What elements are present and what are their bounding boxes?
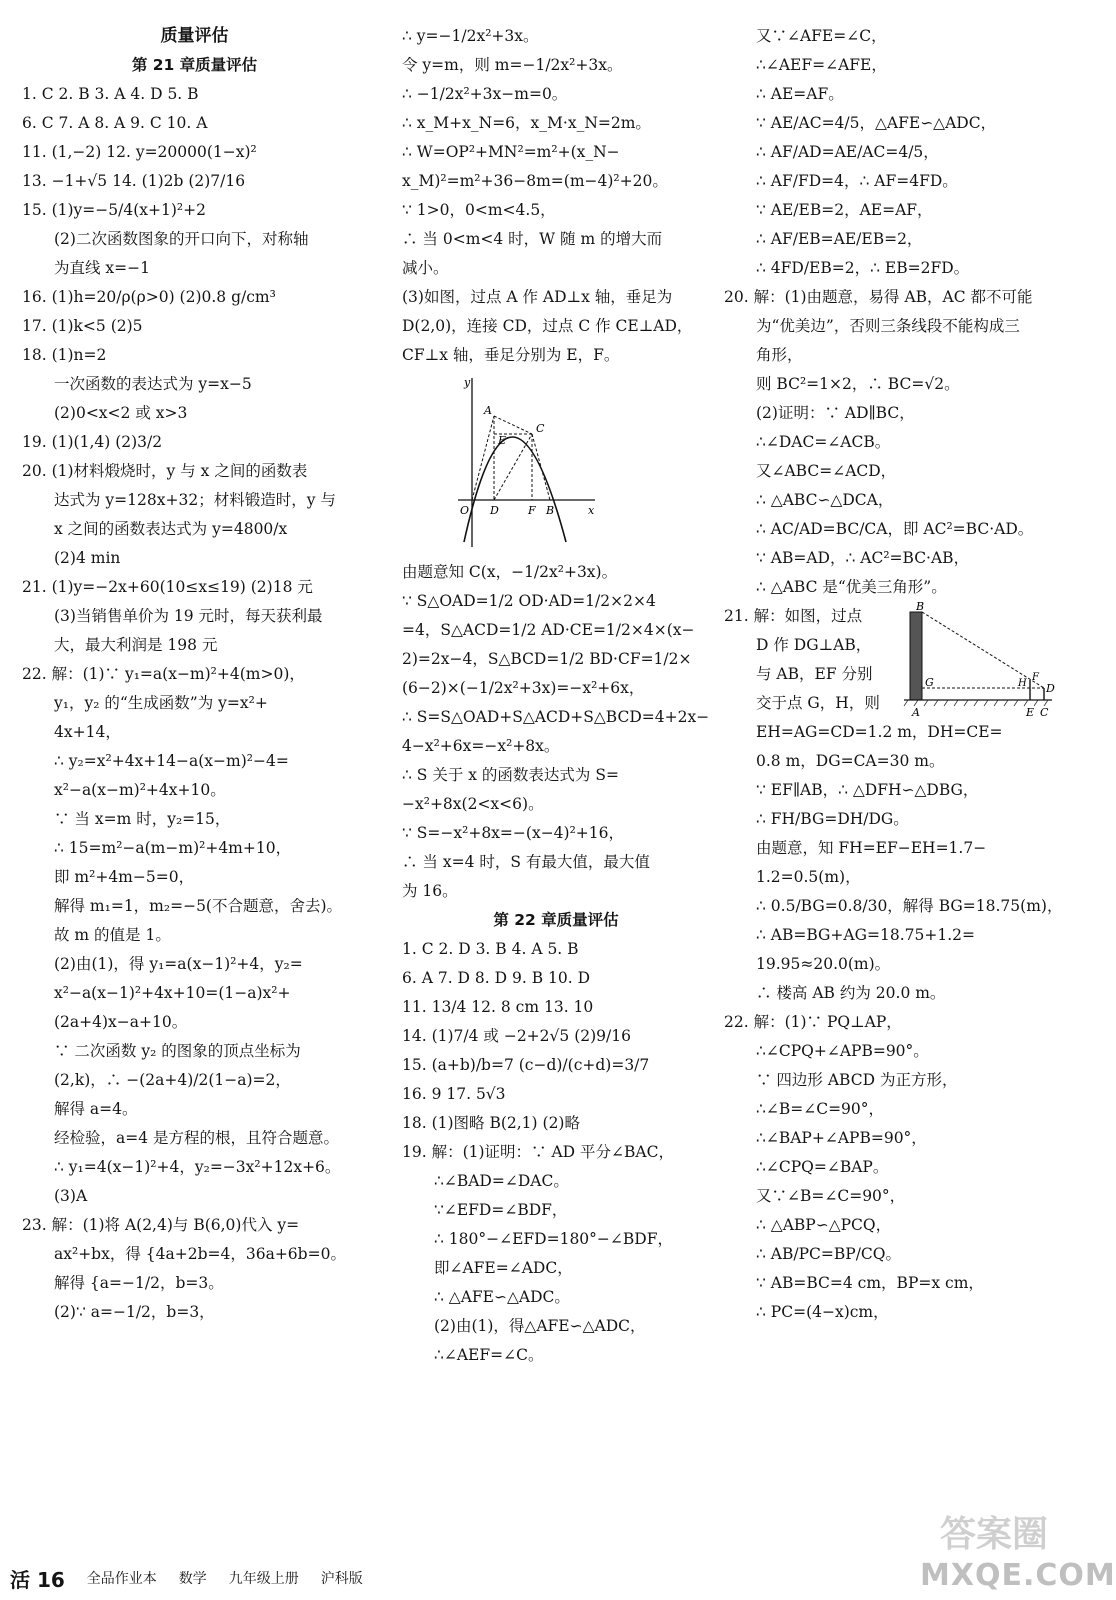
text-line: 解得 a=4。 xyxy=(54,1100,138,1118)
text-line: ∵ AE/AC=4/5，△AFE∽△ADC， xyxy=(756,114,997,132)
text-line: (2a+4)x−a+10。 xyxy=(54,1013,188,1031)
text-line: 19.95≈20.0(m)。 xyxy=(756,955,891,973)
text-line: 故 m 的值是 1。 xyxy=(54,926,171,944)
text-line: 17. (1)k<5 (2)5 xyxy=(22,317,143,335)
label-x: x xyxy=(588,504,595,517)
text-line: ∵ 二次函数 y₂ 的图象的顶点坐标为 xyxy=(54,1042,301,1060)
text-line: D 作 DG⊥AB， xyxy=(756,636,872,654)
answer-19-20 xyxy=(724,22,1060,602)
text-line: 经检验，a=4 是方程的根，且符合题意。 xyxy=(54,1129,340,1147)
column-middle xyxy=(402,22,710,1370)
text-line: ∴ AB/PC=BP/CQ。 xyxy=(756,1245,901,1263)
text-line: 解得 m₁=1，m₂=−5(不合题意，舍去)。 xyxy=(54,897,343,915)
text-line: 11. (1,−2) 12. y=20000(1−x)² xyxy=(22,143,257,161)
text-line: ∴ x_M+x_N=6，x_M·x_N=2m。 xyxy=(402,114,651,132)
text-line: ∵ 当 x=m 时，y₂=15， xyxy=(54,810,231,828)
tower-label-g: G xyxy=(925,676,934,689)
text-line: 大，最大利润是 198 元 xyxy=(54,636,218,654)
chapter-22-title: 第 22 章质量评估 xyxy=(493,911,619,929)
text-line: (3)如图，过点 A 作 AD⊥x 轴，垂足为 xyxy=(402,288,673,306)
text-line: 1. C 2. D 3. B 4. A 5. B xyxy=(402,940,579,958)
text-line: ∵ AE/EB=2，AE=AF， xyxy=(756,201,933,219)
text-line: 4−x²+6x=−x²+8x。 xyxy=(402,737,560,755)
text-line: 22. 解：(1)∵ y₁=a(x−m)²+4(m>0)， xyxy=(22,665,305,683)
tower-label-h: H xyxy=(1018,678,1027,689)
text-line: ∴ 15=m²−a(m−m)²+4m+10， xyxy=(54,839,292,857)
subject-name: 数学 xyxy=(178,1571,207,1587)
text-line: 11. 13/4 12. 8 cm 13. 10 xyxy=(402,998,594,1016)
sight-line xyxy=(922,612,1044,688)
text-line: (2)由(1)，得△AFE∽△ADC， xyxy=(434,1317,646,1335)
text-line: (2)证明：∵ AD∥BC， xyxy=(756,404,915,422)
text-line: ∴ y₂=x²+4x+14−a(x−m)²−4= xyxy=(54,752,289,770)
text-line: 令 y=m，则 m=−1/2x²+3x。 xyxy=(402,56,623,74)
answer-21-22 xyxy=(724,718,1063,1327)
text-line: ∵ 四边形 ABCD 为正方形， xyxy=(756,1071,958,1089)
text-line: 16. 9 17. 5√3 xyxy=(402,1085,506,1103)
text-line: ∴∠BAP+∠APB=90°， xyxy=(756,1129,927,1147)
text-line: ∴∠AEF=∠AFE， xyxy=(756,56,887,74)
text-line: 4x+14， xyxy=(54,723,121,741)
answer-23-area xyxy=(402,558,710,906)
text-line: 14. (1)7/4 或 −2+2√5 (2)9/16 xyxy=(402,1027,631,1045)
segment-ac xyxy=(494,416,532,434)
text-line: 又∵∠B=∠C=90°， xyxy=(756,1187,906,1205)
text-line: ∴ y₁=4(x−1)²+4，y₂=−3x²+12x+6。 xyxy=(54,1158,341,1176)
text-line: 19. 解：(1)证明：∵ AD 平分∠BAC， xyxy=(402,1143,674,1161)
text-line: ∴ 0.5/BG=0.8/30，解得 BG=18.75(m)， xyxy=(756,897,1063,915)
text-line: 一次函数的表达式为 y=x−5 xyxy=(54,375,252,393)
tower-label-a: A xyxy=(912,706,920,719)
tower-label-e: E xyxy=(1026,706,1035,719)
text-line: 又∠ABC=∠ACD， xyxy=(756,462,897,480)
text-line: ∴ AF/FD=4，∴ AF=4FD。 xyxy=(756,172,958,190)
parabola-graph xyxy=(450,372,600,552)
text-line: x²−a(x−m)²+4x+10。 xyxy=(54,781,226,799)
text-line: 1. C 2. B 3. A 4. D 5. B xyxy=(22,85,199,103)
text-line: 18. (1)n=2 xyxy=(22,346,107,364)
text-line: 22. 解：(1)∵ PQ⊥AP， xyxy=(724,1013,902,1031)
text-line: (2)∵ a=−1/2，b=3， xyxy=(54,1303,215,1321)
text-line: 为直线 x=−1 xyxy=(54,259,151,277)
text-line: (3)A xyxy=(54,1187,88,1205)
text-line: 15. (1)y=−5/4(x+1)²+2 xyxy=(22,201,206,219)
text-line: 为“优美边”，否则三条线段不能构成三 xyxy=(756,317,1020,335)
text-line: CF⊥x 轴，垂足分别为 E，F。 xyxy=(402,346,620,364)
text-line: ∴∠B=∠C=90°， xyxy=(756,1100,885,1118)
text-line: 即 m²+4m−5=0， xyxy=(54,868,195,886)
text-line: ∴ △ABP∽△PCQ， xyxy=(756,1216,892,1234)
text-line: ∴ 180°−∠EFD=180°−∠BDF， xyxy=(434,1230,673,1248)
text-line: ∴ AB=BG+AG=18.75+1.2= xyxy=(756,926,975,944)
tower-label-b: B xyxy=(916,600,925,613)
text-line: (2)4 min xyxy=(54,549,121,567)
tower-label-d: D xyxy=(1046,682,1055,695)
text-line: ∵ AB=BC=4 cm，BP=x cm， xyxy=(756,1274,984,1292)
text-line: ∴∠DAC=∠ACB。 xyxy=(756,433,891,451)
text-line: ∵ 1>0，0<m<4.5， xyxy=(402,201,556,219)
answer-23-continued xyxy=(402,22,710,370)
text-line: ∴ 楼高 AB 约为 20.0 m。 xyxy=(756,984,946,1002)
page-footer xyxy=(10,1565,710,1591)
label-c: C xyxy=(536,422,545,435)
text-line: ∴ AE=AF。 xyxy=(756,85,844,103)
text-line: 6. C 7. A 8. A 9. C 10. A xyxy=(22,114,208,132)
text-line: =4，S△ACD=1/2 AD·CE=1/2×4×(x− xyxy=(402,621,695,639)
text-line: 则 BC²=1×2，∴ BC=√2。 xyxy=(756,375,960,393)
text-line: 角形， xyxy=(756,346,803,364)
text-line: ∵∠EFD=∠BDF， xyxy=(434,1201,568,1219)
text-line: ∴ AF/EB=AE/EB=2， xyxy=(756,230,923,248)
text-line: 又∵∠AFE=∠C， xyxy=(756,27,887,45)
text-line: ∴ y=−1/2x²+3x。 xyxy=(402,27,539,45)
parabola-figure xyxy=(450,372,710,552)
text-line: ∴∠CPQ=∠BAP。 xyxy=(756,1158,889,1176)
text-line: ∴ AC/AD=BC/CA，即 AC²=BC·AD。 xyxy=(756,520,1034,538)
text-line: 与 AB，EF 分别 xyxy=(756,665,873,683)
text-line: y₁，y₂ 的“生成函数”为 y=x²+ xyxy=(54,694,268,712)
page-title: 质量评估 xyxy=(160,26,229,46)
text-line: 2)=2x−4，S△BCD=1/2 BD·CF=1/2× xyxy=(402,650,692,668)
text-line: D(2,0)，连接 CD，过点 C 作 CE⊥AD， xyxy=(402,317,693,335)
label-y: y xyxy=(464,376,471,389)
text-line: ∵ EF∥AB，∴ △DFH∽△DBG， xyxy=(756,781,979,799)
column-right xyxy=(724,22,1063,1327)
text-line: ∴ W=OP²+MN²=m²+(x_N− xyxy=(402,143,620,161)
label-e: E xyxy=(498,434,507,447)
text-line: EH=AG=CD=1.2 m，DH=CE= xyxy=(756,723,1003,741)
text-line: ∴ △ABC∽△DCA， xyxy=(756,491,894,509)
text-line: ∵ S△OAD=1/2 OD·AD=1/2×2×4 xyxy=(402,592,656,610)
chapter-22-answers xyxy=(402,935,710,1370)
tower-figure xyxy=(904,602,1054,718)
text-line: 16. (1)h=20/ρ(ρ>0) (2)0.8 g/cm³ xyxy=(22,288,276,306)
tower-label-c: C xyxy=(1040,706,1049,719)
chapter-21-answers xyxy=(22,80,367,1327)
text-line: ∴ △ABC 是“优美三角形”。 xyxy=(756,578,947,596)
text-line: ∴ PC=(4−x)cm， xyxy=(756,1303,889,1321)
text-line: (2)0<x<2 或 x>3 xyxy=(54,404,188,422)
text-line: (2)由(1)，得 y₁=a(x−1)²+4，y₂= xyxy=(54,955,303,973)
question-21-block xyxy=(724,602,1060,718)
text-line: ax²+bx，得 {4a+2b=4，36a+6b=0。 xyxy=(54,1245,346,1263)
text-line: ∴∠BAD=∠DAC。 xyxy=(434,1172,569,1190)
text-line: ∴ −1/2x²+3x−m=0。 xyxy=(402,85,568,103)
text-line: ∴ S 关于 x 的函数表达式为 S= xyxy=(402,766,619,784)
text-line: 由题意知 C(x，−1/2x²+3x)。 xyxy=(402,563,618,581)
text-line: 由题意，知 FH=EF−EH=1.7− xyxy=(756,839,987,857)
label-f: F xyxy=(528,504,536,517)
text-line: ∵ S=−x²+8x=−(x−4)²+16， xyxy=(402,824,625,842)
grade-label: 九年级上册 xyxy=(228,1571,299,1587)
label-a: A xyxy=(484,404,492,417)
watermark-logo: 答案圈 xyxy=(940,1514,1049,1555)
text-line: 达式为 y=128x+32；材料锻造时，y 与 xyxy=(54,491,336,509)
label-b: B xyxy=(546,504,555,517)
page-number: 活 16 xyxy=(10,1567,65,1592)
text-line: 15. (a+b)/b=7 (c−d)/(c+d)=3/7 xyxy=(402,1056,650,1074)
text-line: ∴ S=S△OAD+S△ACD+S△BCD=4+2x− xyxy=(402,708,710,726)
text-line: 6. A 7. D 8. D 9. B 10. D xyxy=(402,969,591,987)
text-line: 即∠AFE=∠ADC， xyxy=(434,1259,573,1277)
text-line: 交于点 G，H，则 xyxy=(756,694,880,712)
text-line: x 之间的函数表达式为 y=4800/x xyxy=(54,520,288,538)
text-line: ∴ △AFE∽△ADC。 xyxy=(434,1288,570,1306)
text-line: (2)二次函数图象的开口向下，对称轴 xyxy=(54,230,309,248)
text-line: 1.2=0.5(m)， xyxy=(756,868,861,886)
text-line: ∵ AB=AD，∴ AC²=BC·AB， xyxy=(756,549,970,567)
text-line: 19. (1)(1,4) (2)3/2 xyxy=(22,433,163,451)
text-line: ∴ FH/BG=DH/DG。 xyxy=(756,810,909,828)
edition-label: 沪科版 xyxy=(320,1571,363,1587)
text-line: ∴∠CPQ+∠APB=90°。 xyxy=(756,1042,929,1060)
text-line: ∴ 当 x=4 时，S 有最大值，最大值 xyxy=(402,853,650,871)
text-line: (3)当销售单价为 19 元时，每天获利最 xyxy=(54,607,323,625)
text-line: 23. 解：(1)将 A(2,4)与 B(6,0)代入 y= xyxy=(22,1216,300,1234)
label-o: O xyxy=(460,504,470,517)
text-line: ∴∠AEF=∠C。 xyxy=(434,1346,544,1364)
text-line: 21. (1)y=−2x+60(10≤x≤19) (2)18 元 xyxy=(22,578,313,596)
text-line: 解得 {a=−1/2，b=3。 xyxy=(54,1274,224,1292)
label-d: D xyxy=(490,504,499,517)
chapter-21-title: 第 21 章质量评估 xyxy=(131,56,258,74)
text-line: −x²+8x(2<x<6)。 xyxy=(402,795,544,813)
text-line: 20. 解：(1)由题意，易得 AB，AC 都不可能 xyxy=(724,288,1033,306)
text-line: (2,k)，∴ −(2a+4)/2(1−a)=2， xyxy=(54,1071,291,1089)
text-line: 18. (1)图略 B(2,1) (2)略 xyxy=(402,1114,580,1132)
text-line: ∴ 4FD/EB=2，∴ EB=2FD。 xyxy=(756,259,970,277)
text-line: 为 16。 xyxy=(402,882,458,900)
text-line: ∴ 当 0<m<4 时，W 随 m 的增大而 xyxy=(402,230,663,248)
text-line: 20. (1)材料煅烧时，y 与 x 之间的函数表 xyxy=(22,462,308,480)
book-title: 全品作业本 xyxy=(86,1571,157,1587)
tower-label-f: F xyxy=(1032,672,1039,683)
watermark-site: MXQE.COM xyxy=(920,1558,1116,1593)
text-line: 21. 解：如图，过点 xyxy=(724,607,863,625)
watermark xyxy=(880,1500,1116,1600)
text-line: x²−a(x−1)²+4x+10=(1−a)x²+ xyxy=(54,984,291,1002)
parabola-curve xyxy=(464,437,566,542)
tower-building xyxy=(910,612,922,700)
text-line: 减小。 xyxy=(402,259,449,277)
text-line: ∴ AF/AD=AE/AC=4/5， xyxy=(756,143,939,161)
column-left xyxy=(22,22,367,1327)
text-line: (6−2)×(−1/2x²+3x)=−x²+6x， xyxy=(402,679,645,697)
text-line: 0.8 m，DG=CA=30 m。 xyxy=(756,752,945,770)
text-line: 13. −1+√5 14. (1)2b (2)7/16 xyxy=(22,172,246,190)
text-line: x_M)²=m²+36−8m=(m−4)²+20。 xyxy=(402,172,668,190)
